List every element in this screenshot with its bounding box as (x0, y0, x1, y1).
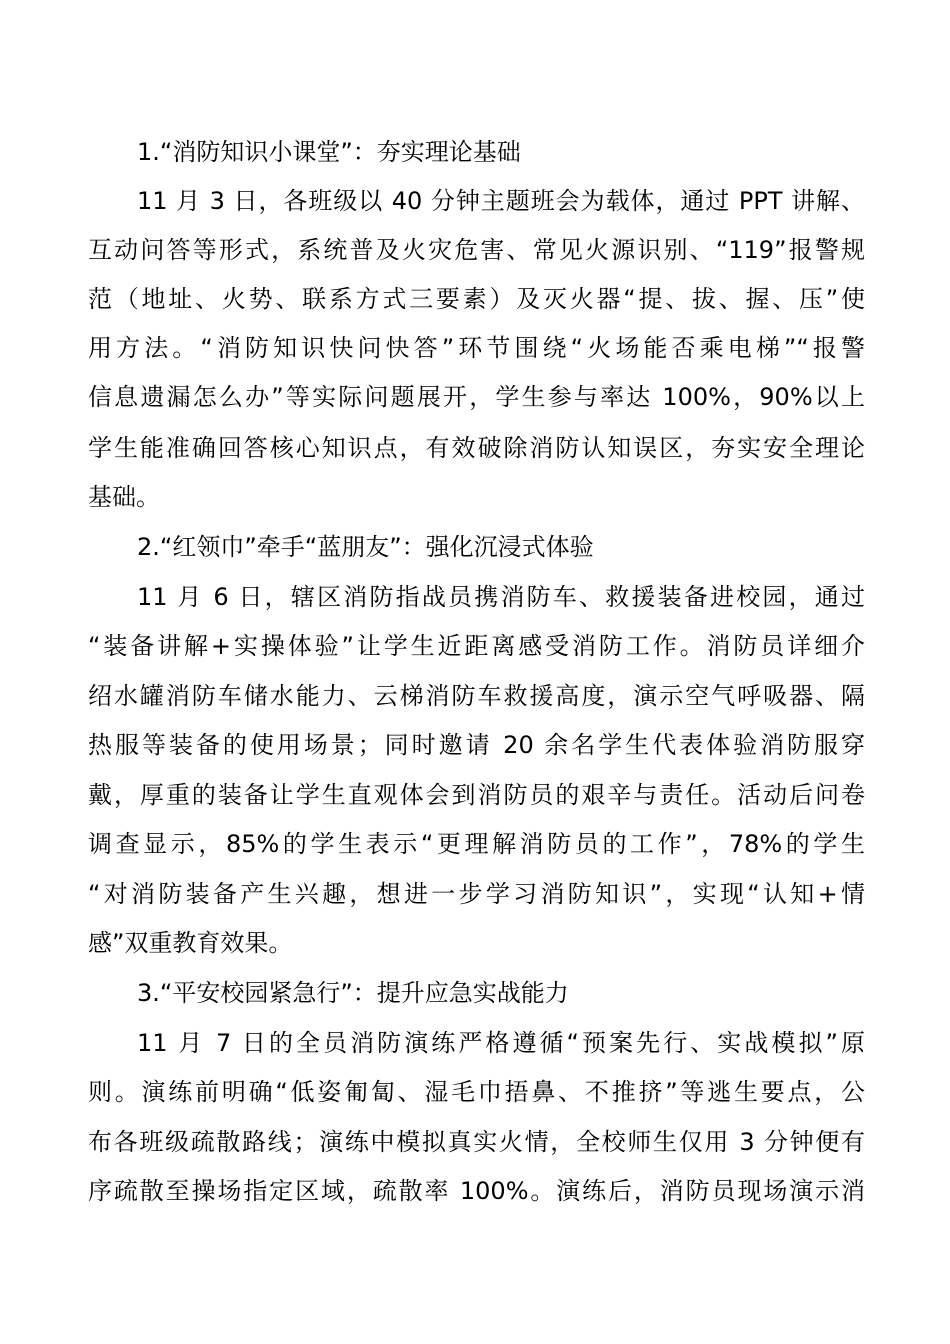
section-heading-2: 2.“红领巾”牵手“蓝朋友”：强化沉浸式体验 (137, 533, 594, 561)
paragraph-line: “装备讲解+实操体验”让学生近距离感受消防工作。消防员详细介 (88, 632, 865, 660)
paragraph-line: 信息遗漏怎么办”等实际问题展开，学生参与率达 100%，90%以上 (88, 383, 865, 411)
paragraph-line: 用方法。“消防知识快问快答”环节围绕“火场能否乘电梯”“报警 (88, 334, 865, 362)
paragraph-line: 11 月 7 日的全员消防演练严格遵循“预案先行、实战模拟”原 (137, 1029, 865, 1057)
paragraph-line: 调查显示，85%的学生表示“更理解消防员的工作”，78%的学生 (88, 830, 865, 858)
paragraph-line: 戴，厚重的装备让学生直观体会到消防员的艰辛与责任。活动后问卷 (88, 781, 865, 809)
paragraph-line: 序疏散至操场指定区域，疏散率 100%。演练后，消防员现场演示消 (88, 1177, 865, 1205)
paragraph-line: 则。演练前明确“低姿匍匐、湿毛巾捂鼻、不推挤”等逃生要点，公 (88, 1078, 865, 1106)
paragraph-line: “对消防装备产生兴趣，想进一步学习消防知识”，实现“认知+情 (88, 880, 865, 908)
paragraph-line: 布各班级疏散路线；演练中模拟真实火情，全校师生仅用 3 分钟便有 (88, 1128, 865, 1156)
section-heading-3: 3.“平安校园紧急行”：提升应急实战能力 (137, 979, 569, 1007)
paragraph-line: 互动问答等形式，系统普及火灾危害、常见火源识别、“119”报警规 (88, 236, 865, 264)
paragraph-line: 11 月 3 日，各班级以 40 分钟主题班会为载体，通过 PPT 讲解、 (137, 187, 865, 215)
paragraph-line: 范（地址、火势、联系方式三要素）及灭火器“提、拔、握、压”使 (88, 285, 865, 313)
paragraph-line: 感”双重教育效果。 (88, 929, 293, 957)
paragraph-line: 基础。 (88, 483, 160, 511)
paragraph-line: 热服等装备的使用场景；同时邀请 20 余名学生代表体验消防服穿 (88, 731, 865, 759)
paragraph-line: 绍水罐消防车储水能力、云梯消防车救援高度，演示空气呼吸器、隔 (88, 682, 865, 710)
paragraph-line: 11 月 6 日，辖区消防指战员携消防车、救援装备进校园，通过 (137, 583, 865, 611)
section-heading-1: 1.“消防知识小课堂”：夯实理论基础 (137, 138, 521, 166)
paragraph-line: 学生能准确回答核心知识点，有效破除消防认知误区，夯实安全理论 (88, 434, 865, 462)
